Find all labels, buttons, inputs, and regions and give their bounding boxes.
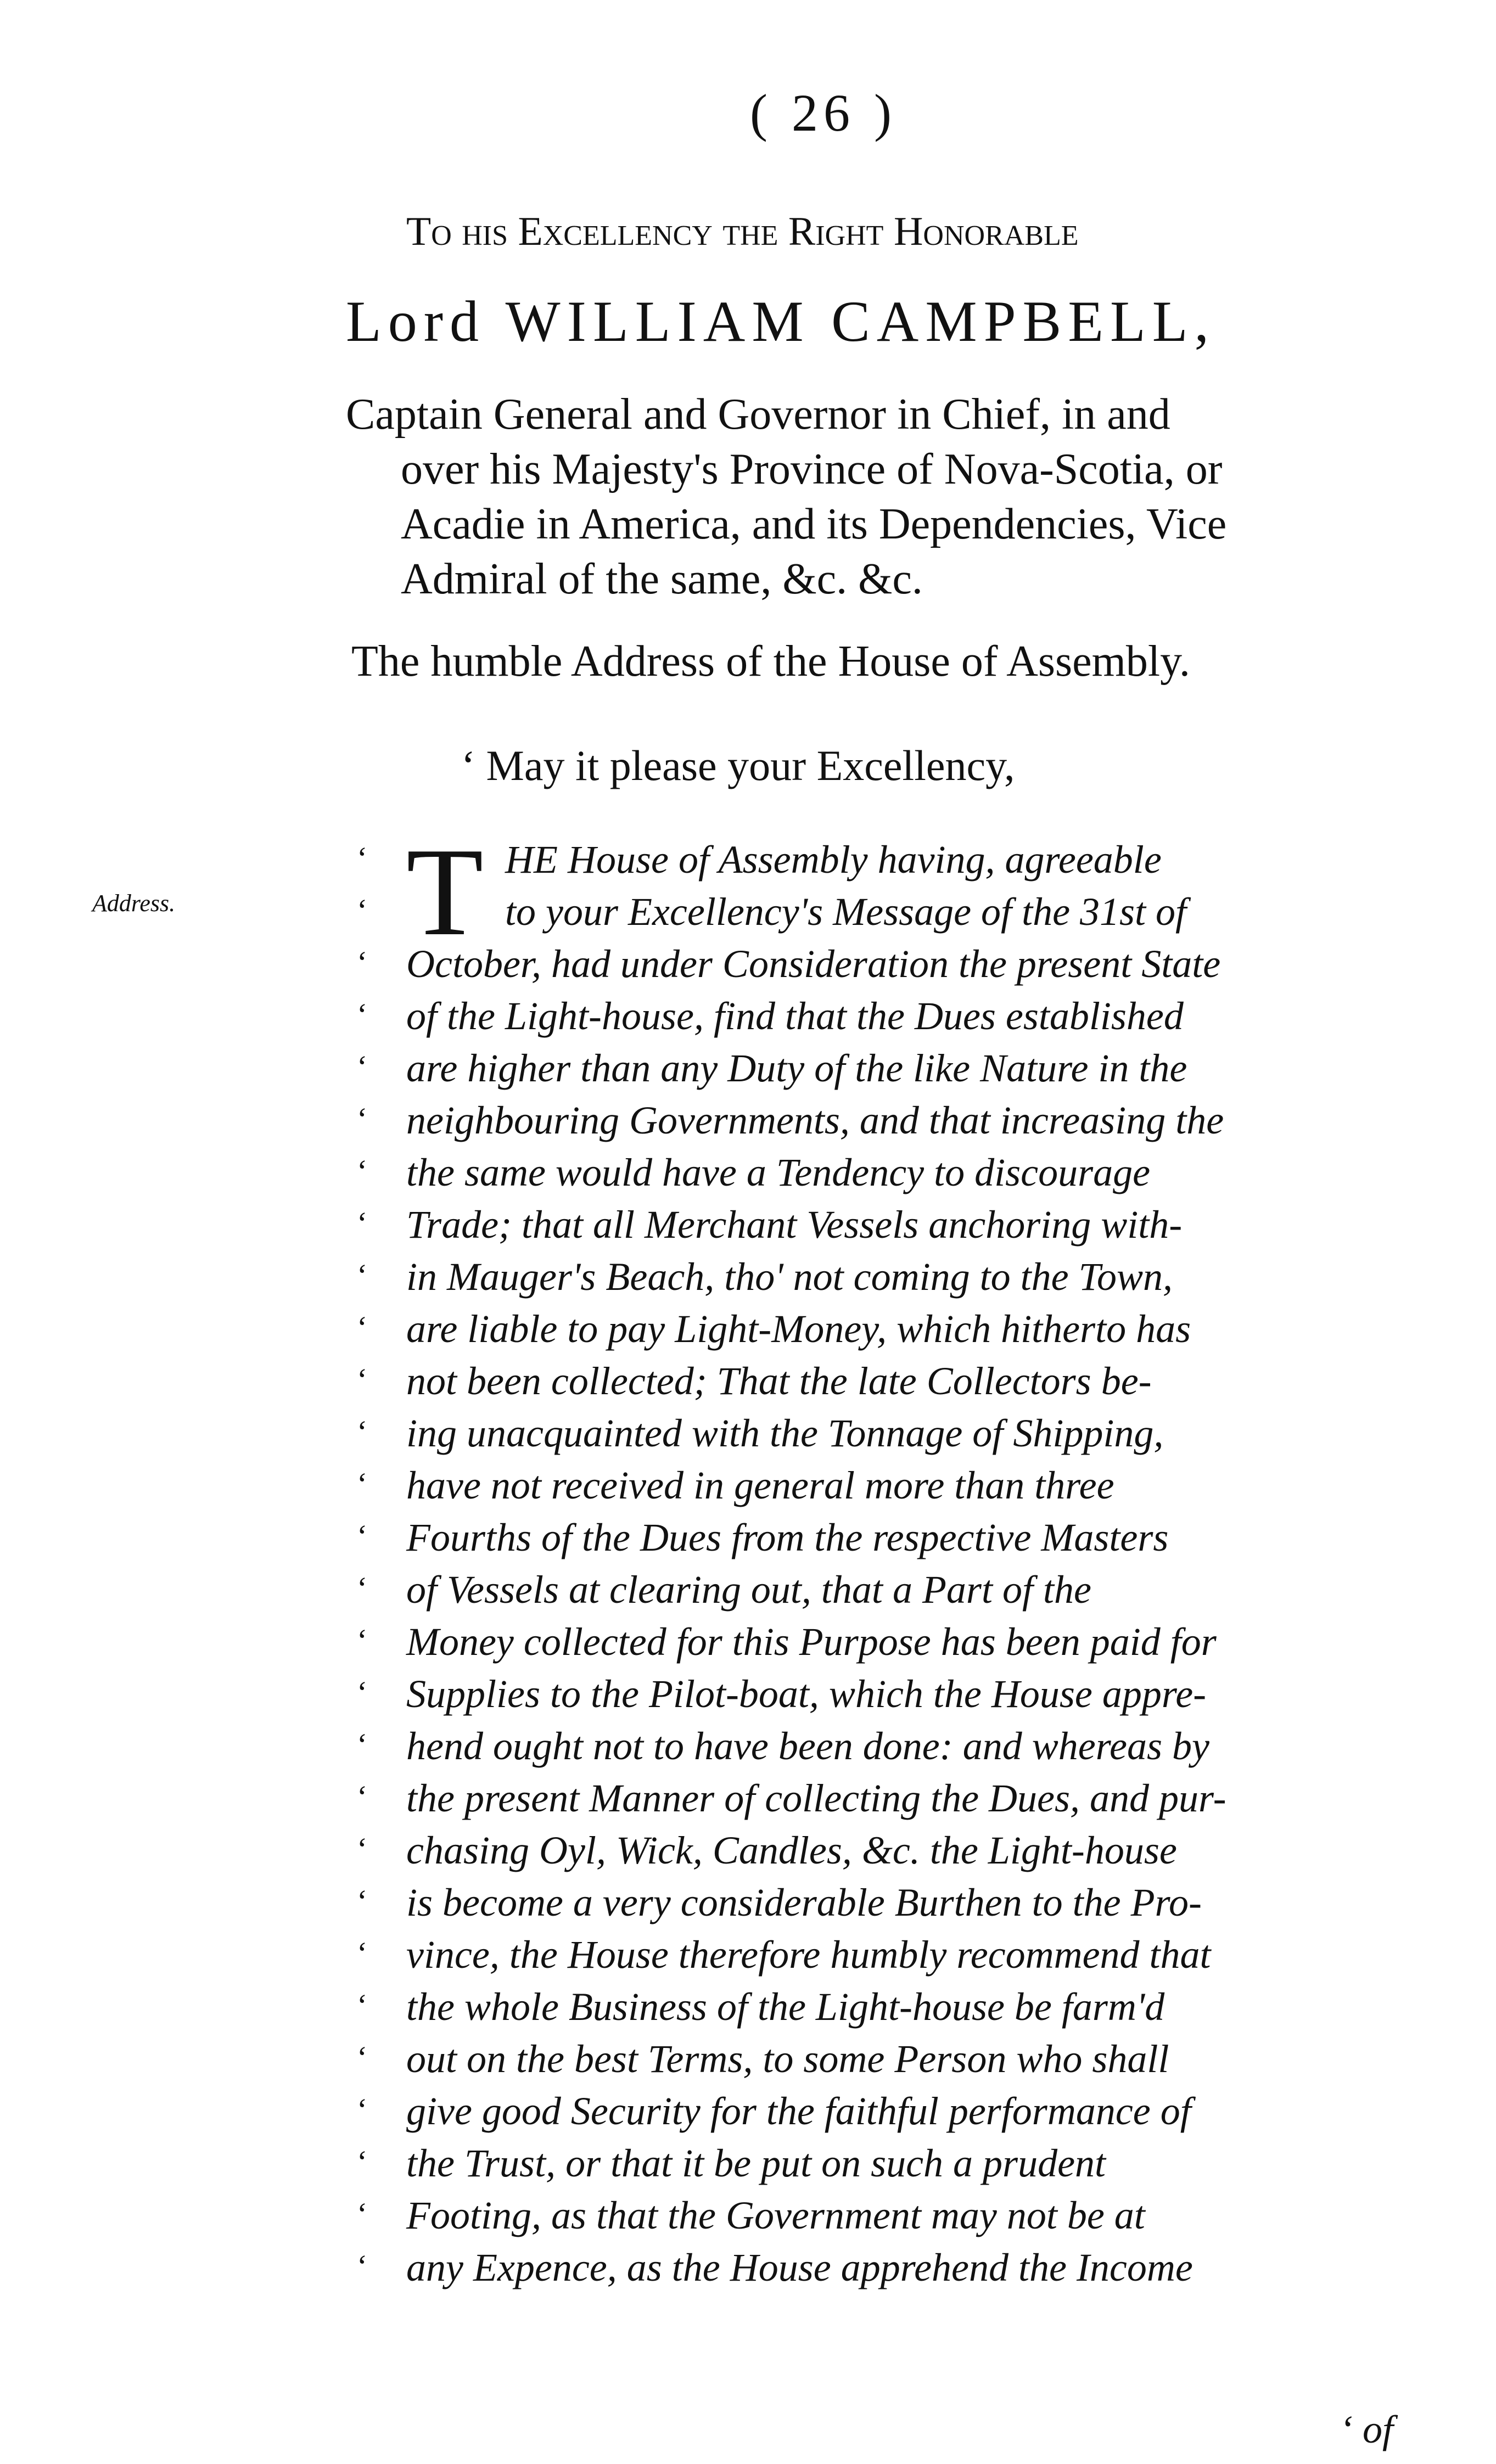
quote-mark: ‘ [357, 1153, 368, 1189]
body-line: in Mauger's Beach, tho' not coming to the Town, [406, 1255, 1173, 1299]
quote-mark: ‘ [357, 2196, 368, 2232]
body-line: chasing Oyl, Wick, Candles, &c. the Light-house [406, 1828, 1177, 1872]
catchword: ‘ of [1340, 2407, 1393, 2451]
body-line: the same would have a Tendency to discourage [406, 1150, 1151, 1194]
body-line: October, had under Consideration the present State [406, 942, 1221, 986]
quote-mark: ‘ [357, 1362, 368, 1397]
body-line: not been collected; That the late Collectors be- [406, 1359, 1152, 1403]
body-line: any Expence, as the House apprehend the Income [406, 2246, 1193, 2289]
body-line: vince, the House therefore humbly recommend that [406, 1933, 1211, 1977]
quote-mark: ‘ [357, 1466, 368, 1502]
body-line: of the Light-house, find that the Dues established [406, 994, 1184, 1038]
quote-mark: ‘ [357, 997, 368, 1032]
quote-mark: ‘ [357, 1831, 368, 1867]
title-line: Acadie in America, and its Dependencies, Vice [401, 500, 1227, 548]
body-line: to your Excellency's Message of the 31st of [505, 890, 1187, 934]
margin-note: Address. [92, 890, 176, 917]
body-line: out on the best Terms, to some Person who shall [406, 2037, 1169, 2081]
quote-mark: ‘ [357, 840, 368, 876]
quote-mark: ‘ [357, 1310, 368, 1345]
body-line: Footing, as that the Government may not be at [406, 2193, 1145, 2237]
quote-mark: ‘ [357, 1883, 368, 1919]
body-line: Trade; that all Merchant Vessels anchoring with- [406, 1203, 1183, 1247]
quote-mark: ‘ [357, 893, 368, 928]
title-line: Captain General and Governor in Chief, in and [346, 390, 1170, 439]
drop-cap: T [406, 822, 484, 962]
body-line: Fourths of the Dues from the respective Masters [406, 1516, 1169, 1559]
title-line: over his Majesty's Province of Nova-Scotia, or [401, 445, 1223, 493]
body-line: are liable to pay Light-Money, which hitherto has [406, 1307, 1191, 1351]
quote-mark: ‘ [357, 1258, 368, 1293]
recipient-name: Lord WILLIAM CAMPBELL, [346, 289, 1215, 353]
quote-mark: ‘ [357, 1570, 368, 1606]
body-line: is become a very considerable Burthen to the Pro- [406, 1881, 1202, 1924]
body-line: hend ought not to have been done: and whereas by [406, 1724, 1209, 1768]
quote-mark: ‘ [357, 1101, 368, 1137]
quote-mark: ‘ [357, 2248, 368, 2284]
body-line: of Vessels at clearing out, that a Part of the [406, 1568, 1091, 1612]
body-line: the Trust, or that it be put on such a prudent [406, 2141, 1106, 2185]
body-line: Money collected for this Purpose has been paid for [406, 1620, 1217, 1664]
quote-mark: ‘ [357, 1623, 368, 1658]
body-line: Supplies to the Pilot-boat, which the House appre- [406, 1672, 1207, 1716]
body-line: ing unacquainted with the Tonnage of Shipping, [406, 1411, 1164, 1455]
body-line: the whole Business of the Light-house be farm'd [406, 1985, 1165, 2029]
quote-mark: ‘ [357, 2040, 368, 2075]
quote-mark: ‘ [357, 945, 368, 980]
body-line: give good Security for the faithful performance of [406, 2089, 1191, 2133]
quote-mark: ‘ [357, 1675, 368, 1710]
quote-mark: ‘ [357, 1414, 368, 1450]
page-number: ( 26 ) [750, 83, 897, 142]
title-line: Admiral of the same, &c. &c. [401, 555, 923, 603]
body-line: neighbouring Governments, and that increasing the [406, 1098, 1224, 1142]
quote-mark: ‘ [357, 1049, 368, 1085]
quote-mark: ‘ [357, 1205, 368, 1241]
address-title: The humble Address of the House of Assembly. [351, 637, 1190, 686]
body-line: are higher than any Duty of the like Nature in the [406, 1046, 1187, 1090]
quote-mark: ‘ [357, 1779, 368, 1815]
body-line: HE House of Assembly having, agreeable [505, 838, 1162, 882]
quote-mark: ‘ [357, 1935, 368, 1971]
quote-mark: ‘ [357, 1518, 368, 1554]
body-line: the present Manner of collecting the Dues, and pur- [406, 1776, 1226, 1820]
quote-mark: ‘ [357, 1727, 368, 1763]
quote-mark: ‘ [357, 2144, 368, 2180]
address-recipient-line: To his Excellency the Right Honorable [406, 209, 1079, 254]
body-line: have not received in general more than three [406, 1463, 1114, 1507]
quote-mark: ‘ [357, 1988, 368, 2023]
salutation: ‘ May it please your Excellency, [461, 742, 1015, 789]
quote-mark: ‘ [357, 2092, 368, 2128]
